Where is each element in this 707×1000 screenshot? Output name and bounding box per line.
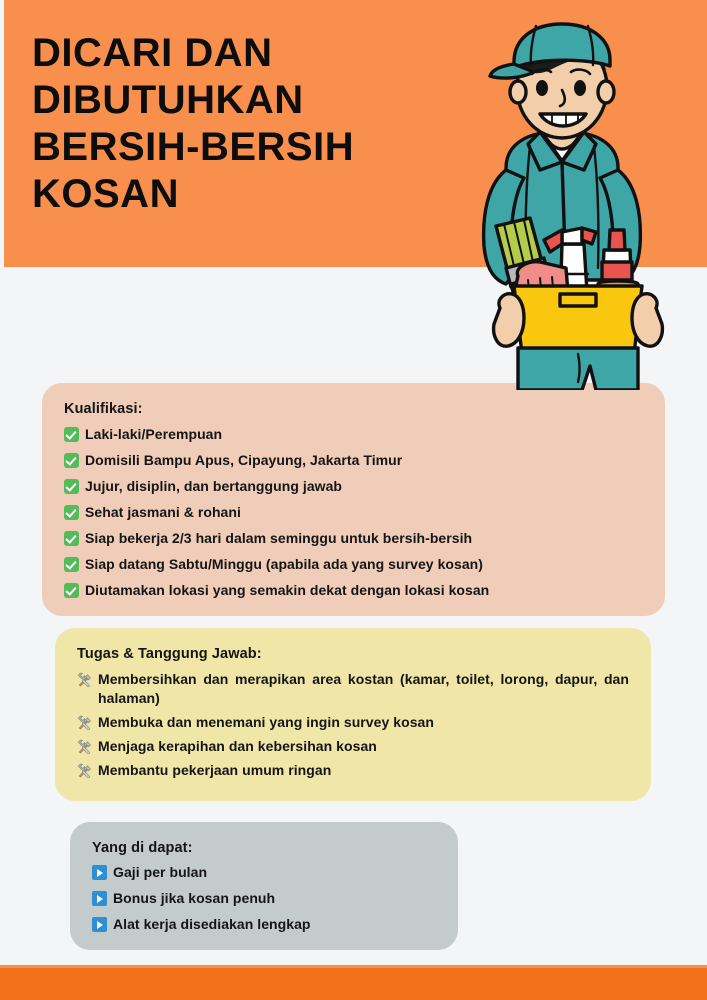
benefits-title: Yang di dapat: bbox=[92, 840, 193, 856]
headline-line-1: DICARI DAN bbox=[32, 31, 273, 75]
check-icon bbox=[64, 453, 79, 468]
headline-line-2: DIBUTUHKAN bbox=[32, 78, 304, 122]
task-item-label: Membuka dan menemani yang ingin survey kosan bbox=[98, 714, 434, 730]
benefit-item-label: Alat kerja disediakan lengkap bbox=[113, 916, 311, 932]
check-icon bbox=[64, 531, 79, 546]
task-item bbox=[77, 670, 629, 708]
hammer-and-wrench-icon bbox=[77, 763, 92, 778]
qualification-item bbox=[64, 529, 643, 548]
play-button-icon bbox=[92, 891, 107, 906]
task-item bbox=[77, 737, 629, 756]
qualification-item-label: Siap datang Sabtu/Minggu (apabila ada yang survey kosan) bbox=[85, 556, 483, 572]
qualification-item-label: Domisili Bampu Apus, Cipayung, Jakarta Timur bbox=[85, 452, 403, 468]
qualification-item-label: Laki-laki/Perempuan bbox=[85, 426, 223, 442]
task-item-label: Membersihkan dan merapikan area kostan (kamar, toilet, lorong, dapur, dan halaman) bbox=[98, 671, 629, 706]
benefit-item-label: Gaji per bulan bbox=[113, 864, 208, 880]
check-icon bbox=[64, 557, 79, 572]
qualification-item bbox=[64, 425, 643, 444]
qualification-item-label: Siap bekerja 2/3 hari dalam seminggu untuk bersih-bersih bbox=[85, 530, 473, 546]
check-icon bbox=[64, 583, 79, 598]
benefit-item bbox=[92, 863, 436, 882]
benefits-card bbox=[70, 822, 458, 950]
task-item bbox=[77, 761, 629, 780]
qualification-item bbox=[64, 451, 643, 470]
cleaning-worker-illustration bbox=[470, 18, 707, 390]
task-item bbox=[77, 713, 629, 732]
qualifications-card bbox=[42, 383, 665, 616]
check-icon bbox=[64, 505, 79, 520]
benefit-item bbox=[92, 889, 436, 908]
tasks-card bbox=[55, 628, 651, 801]
task-item-label: Membantu pekerjaan umum ringan bbox=[98, 762, 332, 778]
headline-line-3: BERSIH-BERSIH bbox=[32, 125, 355, 169]
qualification-item-label: Diutamakan lokasi yang semakin dekat dengan lokasi kosan bbox=[85, 582, 490, 598]
headline-line-4: KOSAN bbox=[32, 172, 179, 216]
benefit-item bbox=[92, 915, 436, 934]
qualifications-title: Kualifikasi: bbox=[64, 401, 143, 417]
play-button-icon bbox=[92, 865, 107, 880]
hammer-and-wrench-icon bbox=[77, 739, 92, 754]
tasks-title: Tugas & Tanggung Jawab: bbox=[77, 646, 262, 662]
benefit-item-label: Bonus jika kosan penuh bbox=[113, 890, 276, 906]
hammer-and-wrench-icon bbox=[77, 672, 92, 687]
qualification-item bbox=[64, 503, 643, 522]
check-icon bbox=[64, 479, 79, 494]
check-icon bbox=[64, 427, 79, 442]
qualification-item-label: Jujur, disiplin, dan bertanggung jawab bbox=[85, 478, 343, 494]
qualification-item bbox=[64, 555, 643, 574]
play-button-icon bbox=[92, 917, 107, 932]
hammer-and-wrench-icon bbox=[77, 715, 92, 730]
footer-orange-band bbox=[0, 965, 707, 1000]
page-title bbox=[32, 30, 502, 218]
task-item-label: Menjaga kerapihan dan kebersihan kosan bbox=[98, 738, 377, 754]
qualification-item bbox=[64, 477, 643, 496]
qualification-item-label: Sehat jasmani & rohani bbox=[85, 504, 241, 520]
qualification-item bbox=[64, 581, 643, 600]
